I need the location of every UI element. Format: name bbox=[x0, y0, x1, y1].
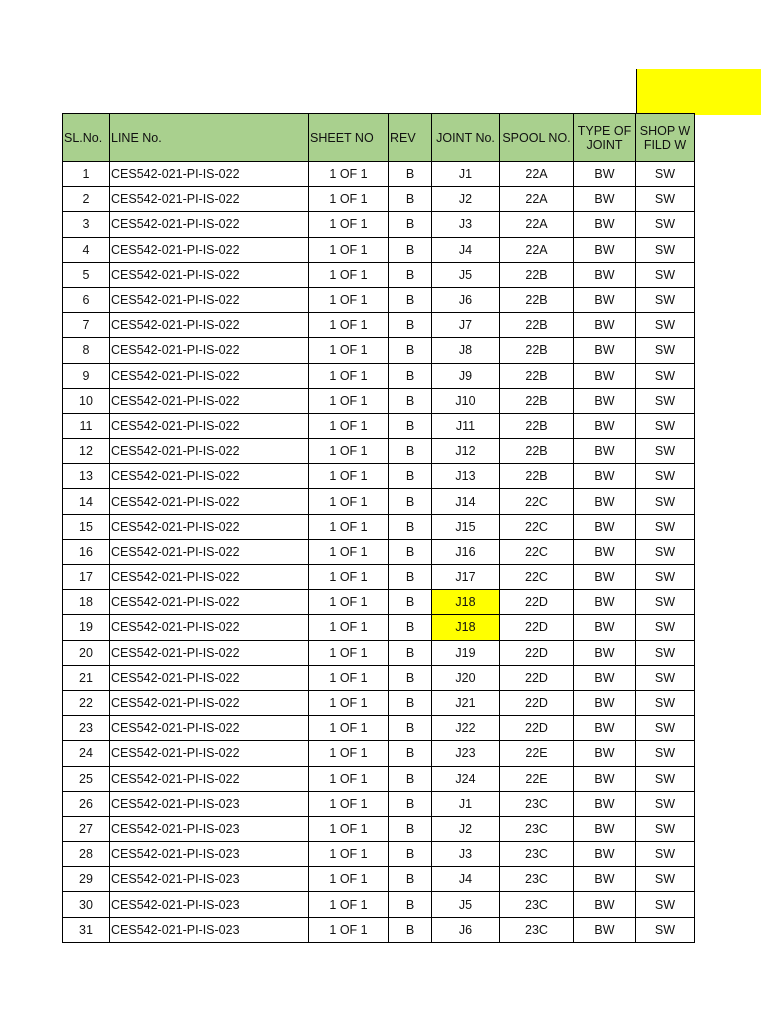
cell-rev[interactable]: B bbox=[389, 162, 432, 187]
cell-joint[interactable]: J18 bbox=[432, 590, 500, 615]
cell-shop[interactable]: SW bbox=[636, 690, 695, 715]
cell-rev[interactable]: B bbox=[389, 439, 432, 464]
cell-shop[interactable]: SW bbox=[636, 413, 695, 438]
cell-joint[interactable]: J12 bbox=[432, 439, 500, 464]
cell-rev[interactable]: B bbox=[389, 690, 432, 715]
cell-rev[interactable]: B bbox=[389, 262, 432, 287]
cell-spool[interactable]: 22A bbox=[500, 212, 574, 237]
cell-shop[interactable]: SW bbox=[636, 212, 695, 237]
cell-sl[interactable]: 7 bbox=[63, 313, 110, 338]
cell-joint[interactable]: J1 bbox=[432, 162, 500, 187]
cell-sheet[interactable]: 1 OF 1 bbox=[309, 212, 389, 237]
cell-sl[interactable]: 23 bbox=[63, 716, 110, 741]
cell-joint[interactable]: J14 bbox=[432, 489, 500, 514]
cell-sl[interactable]: 13 bbox=[63, 464, 110, 489]
cell-rev[interactable]: B bbox=[389, 237, 432, 262]
cell-rev[interactable]: B bbox=[389, 212, 432, 237]
cell-type[interactable]: BW bbox=[574, 892, 636, 917]
cell-type[interactable]: BW bbox=[574, 338, 636, 363]
cell-sl[interactable]: 3 bbox=[63, 212, 110, 237]
cell-sheet[interactable]: 1 OF 1 bbox=[309, 363, 389, 388]
cell-line[interactable]: CES542-021-PI-IS-022 bbox=[110, 187, 309, 212]
cell-sl[interactable]: 26 bbox=[63, 791, 110, 816]
cell-spool[interactable]: 22B bbox=[500, 413, 574, 438]
cell-sheet[interactable]: 1 OF 1 bbox=[309, 162, 389, 187]
table-row bbox=[63, 212, 695, 237]
cell-sheet[interactable]: 1 OF 1 bbox=[309, 615, 389, 640]
cell-sl[interactable]: 19 bbox=[63, 615, 110, 640]
table-row bbox=[63, 313, 695, 338]
cell-spool[interactable]: 23C bbox=[500, 917, 574, 942]
cell-sl[interactable]: 4 bbox=[63, 237, 110, 262]
cell-rev[interactable]: B bbox=[389, 640, 432, 665]
cell-line[interactable]: CES542-021-PI-IS-022 bbox=[110, 388, 309, 413]
cell-rev[interactable]: B bbox=[389, 338, 432, 363]
cell-spool[interactable]: 22A bbox=[500, 187, 574, 212]
cell-sheet[interactable]: 1 OF 1 bbox=[309, 262, 389, 287]
cell-shop[interactable]: SW bbox=[636, 514, 695, 539]
table-row bbox=[63, 842, 695, 867]
cell-line[interactable]: CES542-021-PI-IS-022 bbox=[110, 439, 309, 464]
cell-joint[interactable]: J2 bbox=[432, 816, 500, 841]
cell-shop[interactable]: SW bbox=[636, 237, 695, 262]
cell-spool[interactable]: 22A bbox=[500, 237, 574, 262]
cell-shop[interactable]: SW bbox=[636, 665, 695, 690]
cell-shop[interactable]: SW bbox=[636, 615, 695, 640]
cell-shop[interactable]: SW bbox=[636, 313, 695, 338]
cell-shop[interactable]: SW bbox=[636, 590, 695, 615]
cell-type[interactable]: BW bbox=[574, 766, 636, 791]
col-header-spool[interactable]: SPOOL NO. bbox=[500, 114, 574, 162]
cell-rev[interactable]: B bbox=[389, 867, 432, 892]
cell-line[interactable]: CES542-021-PI-IS-023 bbox=[110, 816, 309, 841]
cell-spool[interactable]: 22C bbox=[500, 565, 574, 590]
cell-shop[interactable]: SW bbox=[636, 439, 695, 464]
cell-sheet[interactable]: 1 OF 1 bbox=[309, 791, 389, 816]
cell-shop[interactable]: SW bbox=[636, 766, 695, 791]
cell-sheet[interactable]: 1 OF 1 bbox=[309, 716, 389, 741]
cell-sl[interactable]: 20 bbox=[63, 640, 110, 665]
cell-type[interactable]: BW bbox=[574, 816, 636, 841]
cell-sheet[interactable]: 1 OF 1 bbox=[309, 665, 389, 690]
cell-shop[interactable]: SW bbox=[636, 791, 695, 816]
cell-sl[interactable]: 15 bbox=[63, 514, 110, 539]
cell-line[interactable]: CES542-021-PI-IS-022 bbox=[110, 489, 309, 514]
table-row bbox=[63, 640, 695, 665]
cell-line[interactable]: CES542-021-PI-IS-022 bbox=[110, 363, 309, 388]
cell-sheet[interactable]: 1 OF 1 bbox=[309, 539, 389, 564]
cell-spool[interactable]: 22B bbox=[500, 388, 574, 413]
cell-spool[interactable]: 22A bbox=[500, 162, 574, 187]
cell-joint[interactable]: J1 bbox=[432, 791, 500, 816]
cell-joint[interactable]: J3 bbox=[432, 212, 500, 237]
cell-rev[interactable]: B bbox=[389, 917, 432, 942]
cell-line[interactable]: CES542-021-PI-IS-022 bbox=[110, 766, 309, 791]
cell-joint[interactable]: J4 bbox=[432, 237, 500, 262]
cell-joint[interactable]: J6 bbox=[432, 287, 500, 312]
cell-sl[interactable]: 27 bbox=[63, 816, 110, 841]
cell-rev[interactable]: B bbox=[389, 413, 432, 438]
cell-sl[interactable]: 22 bbox=[63, 690, 110, 715]
table-row bbox=[63, 917, 695, 942]
cell-joint[interactable]: J19 bbox=[432, 640, 500, 665]
cell-joint[interactable]: J13 bbox=[432, 464, 500, 489]
cell-joint[interactable]: J23 bbox=[432, 741, 500, 766]
cell-spool[interactable]: 22E bbox=[500, 766, 574, 791]
cell-type[interactable]: BW bbox=[574, 313, 636, 338]
table-row bbox=[63, 867, 695, 892]
cell-joint[interactable]: J6 bbox=[432, 917, 500, 942]
cell-sl[interactable]: 11 bbox=[63, 413, 110, 438]
table-row bbox=[63, 237, 695, 262]
cell-type[interactable]: BW bbox=[574, 212, 636, 237]
cell-sheet[interactable]: 1 OF 1 bbox=[309, 842, 389, 867]
cell-type[interactable]: BW bbox=[574, 187, 636, 212]
cell-sheet[interactable]: 1 OF 1 bbox=[309, 892, 389, 917]
cell-shop[interactable]: SW bbox=[636, 287, 695, 312]
cell-shop[interactable]: SW bbox=[636, 716, 695, 741]
cell-joint[interactable]: J15 bbox=[432, 514, 500, 539]
cell-joint[interactable]: J24 bbox=[432, 766, 500, 791]
cell-shop[interactable]: SW bbox=[636, 640, 695, 665]
cell-sheet[interactable]: 1 OF 1 bbox=[309, 489, 389, 514]
col-header-sl[interactable]: SL.No. bbox=[63, 114, 110, 162]
cell-rev[interactable]: B bbox=[389, 816, 432, 841]
cell-rev[interactable]: B bbox=[389, 388, 432, 413]
cell-sheet[interactable]: 1 OF 1 bbox=[309, 439, 389, 464]
cell-joint[interactable]: J17 bbox=[432, 565, 500, 590]
cell-rev[interactable]: B bbox=[389, 716, 432, 741]
cell-shop[interactable]: SW bbox=[636, 539, 695, 564]
table-row bbox=[63, 741, 695, 766]
cell-sheet[interactable]: 1 OF 1 bbox=[309, 867, 389, 892]
cell-sheet[interactable]: 1 OF 1 bbox=[309, 690, 389, 715]
cell-rev[interactable]: B bbox=[389, 489, 432, 514]
table-row bbox=[63, 388, 695, 413]
table-row bbox=[63, 615, 695, 640]
cell-joint[interactable]: J16 bbox=[432, 539, 500, 564]
cell-sheet[interactable]: 1 OF 1 bbox=[309, 313, 389, 338]
cell-spool[interactable]: 22D bbox=[500, 665, 574, 690]
table-row bbox=[63, 187, 695, 212]
cell-spool[interactable]: 22C bbox=[500, 539, 574, 564]
cell-sheet[interactable]: 1 OF 1 bbox=[309, 766, 389, 791]
cell-line[interactable]: CES542-021-PI-IS-023 bbox=[110, 892, 309, 917]
cell-joint[interactable]: J2 bbox=[432, 187, 500, 212]
cell-shop[interactable]: SW bbox=[636, 842, 695, 867]
cell-rev[interactable]: B bbox=[389, 464, 432, 489]
cell-shop[interactable]: SW bbox=[636, 388, 695, 413]
cell-sl[interactable]: 30 bbox=[63, 892, 110, 917]
cell-line[interactable]: CES542-021-PI-IS-022 bbox=[110, 590, 309, 615]
cell-line[interactable]: CES542-021-PI-IS-022 bbox=[110, 313, 309, 338]
cell-sheet[interactable]: 1 OF 1 bbox=[309, 187, 389, 212]
cell-spool[interactable]: 22B bbox=[500, 464, 574, 489]
cell-sl[interactable]: 5 bbox=[63, 262, 110, 287]
cell-type[interactable]: BW bbox=[574, 489, 636, 514]
cell-spool[interactable]: 22C bbox=[500, 489, 574, 514]
cell-rev[interactable]: B bbox=[389, 287, 432, 312]
cell-shop[interactable]: SW bbox=[636, 262, 695, 287]
cell-shop[interactable]: SW bbox=[636, 892, 695, 917]
cell-shop[interactable]: SW bbox=[636, 489, 695, 514]
table-row bbox=[63, 262, 695, 287]
cell-sl[interactable]: 17 bbox=[63, 565, 110, 590]
table-row bbox=[63, 464, 695, 489]
cell-sl[interactable]: 18 bbox=[63, 590, 110, 615]
cell-sl[interactable]: 31 bbox=[63, 917, 110, 942]
cell-shop[interactable]: SW bbox=[636, 565, 695, 590]
table-row bbox=[63, 690, 695, 715]
cell-rev[interactable]: B bbox=[389, 313, 432, 338]
col-header-line[interactable]: LINE No. bbox=[110, 114, 309, 162]
col-header-type-line2: JOINT bbox=[586, 137, 623, 152]
cell-line[interactable]: CES542-021-PI-IS-023 bbox=[110, 867, 309, 892]
cell-sl[interactable]: 10 bbox=[63, 388, 110, 413]
cell-joint[interactable]: J5 bbox=[432, 262, 500, 287]
col-header-shop[interactable] bbox=[636, 114, 695, 162]
cell-sl[interactable]: 24 bbox=[63, 741, 110, 766]
cell-rev[interactable]: B bbox=[389, 565, 432, 590]
col-header-rev[interactable]: REV bbox=[389, 114, 432, 162]
cell-spool[interactable]: 22D bbox=[500, 716, 574, 741]
cell-shop[interactable]: SW bbox=[636, 338, 695, 363]
table-row bbox=[63, 363, 695, 388]
cell-line[interactable]: CES542-021-PI-IS-022 bbox=[110, 741, 309, 766]
cell-joint[interactable]: J20 bbox=[432, 665, 500, 690]
cell-rev[interactable]: B bbox=[389, 892, 432, 917]
cell-joint[interactable]: J9 bbox=[432, 363, 500, 388]
cell-spool[interactable]: 22D bbox=[500, 590, 574, 615]
cell-type[interactable]: BW bbox=[574, 539, 636, 564]
cell-sheet[interactable]: 1 OF 1 bbox=[309, 816, 389, 841]
cell-rev[interactable]: B bbox=[389, 514, 432, 539]
cell-joint[interactable]: J3 bbox=[432, 842, 500, 867]
table-row bbox=[63, 439, 695, 464]
cell-type[interactable]: BW bbox=[574, 665, 636, 690]
cell-type[interactable]: BW bbox=[574, 388, 636, 413]
cell-rev[interactable]: B bbox=[389, 615, 432, 640]
cell-shop[interactable]: SW bbox=[636, 162, 695, 187]
cell-rev[interactable]: B bbox=[389, 766, 432, 791]
cell-spool[interactable]: 22B bbox=[500, 262, 574, 287]
cell-spool[interactable]: 23C bbox=[500, 816, 574, 841]
cell-type[interactable]: BW bbox=[574, 917, 636, 942]
weld-joint-table bbox=[62, 113, 695, 943]
col-header-type-line1: TYPE OF bbox=[577, 123, 632, 138]
cell-type[interactable]: BW bbox=[574, 690, 636, 715]
cell-line[interactable]: CES542-021-PI-IS-022 bbox=[110, 615, 309, 640]
cell-line[interactable]: CES542-021-PI-IS-022 bbox=[110, 565, 309, 590]
cell-line[interactable]: CES542-021-PI-IS-022 bbox=[110, 212, 309, 237]
cell-sl[interactable]: 9 bbox=[63, 363, 110, 388]
table-row bbox=[63, 489, 695, 514]
cell-sheet[interactable]: 1 OF 1 bbox=[309, 514, 389, 539]
cell-sl[interactable]: 25 bbox=[63, 766, 110, 791]
cell-sl[interactable]: 8 bbox=[63, 338, 110, 363]
cell-line[interactable]: CES542-021-PI-IS-022 bbox=[110, 162, 309, 187]
table-row bbox=[63, 413, 695, 438]
cell-sl[interactable]: 29 bbox=[63, 867, 110, 892]
table-row bbox=[63, 287, 695, 312]
table-row bbox=[63, 539, 695, 564]
col-header-sheet[interactable]: SHEET NO bbox=[309, 114, 389, 162]
cell-line[interactable]: CES542-021-PI-IS-023 bbox=[110, 791, 309, 816]
cell-spool[interactable]: 22D bbox=[500, 615, 574, 640]
cell-shop[interactable]: SW bbox=[636, 867, 695, 892]
cell-joint[interactable]: J8 bbox=[432, 338, 500, 363]
col-header-joint[interactable]: JOINT No. bbox=[432, 114, 500, 162]
cell-type[interactable]: BW bbox=[574, 590, 636, 615]
table-row bbox=[63, 338, 695, 363]
table-row bbox=[63, 816, 695, 841]
cell-sl[interactable]: 28 bbox=[63, 842, 110, 867]
cell-rev[interactable]: B bbox=[389, 539, 432, 564]
cell-rev[interactable]: B bbox=[389, 791, 432, 816]
cell-type[interactable]: BW bbox=[574, 162, 636, 187]
cell-joint[interactable]: J4 bbox=[432, 867, 500, 892]
cell-line[interactable]: CES542-021-PI-IS-022 bbox=[110, 287, 309, 312]
cell-sheet[interactable]: 1 OF 1 bbox=[309, 287, 389, 312]
cell-sl[interactable]: 16 bbox=[63, 539, 110, 564]
cell-rev[interactable]: B bbox=[389, 665, 432, 690]
col-header-type[interactable] bbox=[574, 114, 636, 162]
header-row bbox=[63, 114, 695, 162]
table-row bbox=[63, 892, 695, 917]
cell-type[interactable]: BW bbox=[574, 867, 636, 892]
cell-shop[interactable]: SW bbox=[636, 363, 695, 388]
cell-shop[interactable]: SW bbox=[636, 917, 695, 942]
cell-spool[interactable]: 23C bbox=[500, 867, 574, 892]
table-row bbox=[63, 590, 695, 615]
cell-sheet[interactable]: 1 OF 1 bbox=[309, 413, 389, 438]
cell-type[interactable]: BW bbox=[574, 514, 636, 539]
cell-type[interactable]: BW bbox=[574, 237, 636, 262]
cell-spool[interactable]: 22B bbox=[500, 338, 574, 363]
cell-type[interactable]: BW bbox=[574, 363, 636, 388]
cell-joint[interactable]: J11 bbox=[432, 413, 500, 438]
table-row bbox=[63, 716, 695, 741]
cell-spool[interactable]: 23C bbox=[500, 791, 574, 816]
cell-sheet[interactable]: 1 OF 1 bbox=[309, 338, 389, 363]
table-row bbox=[63, 791, 695, 816]
highlighted-cell-block bbox=[636, 69, 761, 115]
cell-rev[interactable]: B bbox=[389, 187, 432, 212]
cell-joint[interactable]: J7 bbox=[432, 313, 500, 338]
cell-joint[interactable]: J21 bbox=[432, 690, 500, 715]
cell-sheet[interactable]: 1 OF 1 bbox=[309, 565, 389, 590]
cell-type[interactable]: BW bbox=[574, 565, 636, 590]
cell-spool[interactable]: 22B bbox=[500, 287, 574, 312]
table-row bbox=[63, 565, 695, 590]
cell-sl[interactable]: 14 bbox=[63, 489, 110, 514]
cell-line[interactable]: CES542-021-PI-IS-022 bbox=[110, 690, 309, 715]
cell-type[interactable]: BW bbox=[574, 716, 636, 741]
cell-spool[interactable]: 22E bbox=[500, 741, 574, 766]
table-row bbox=[63, 514, 695, 539]
cell-line[interactable]: CES542-021-PI-IS-022 bbox=[110, 464, 309, 489]
col-header-shop-line1: SHOP W bbox=[639, 123, 691, 138]
cell-joint[interactable]: J18 bbox=[432, 615, 500, 640]
cell-spool[interactable]: 23C bbox=[500, 892, 574, 917]
cell-line[interactable]: CES542-021-PI-IS-022 bbox=[110, 539, 309, 564]
cell-type[interactable]: BW bbox=[574, 615, 636, 640]
cell-type[interactable]: BW bbox=[574, 741, 636, 766]
cell-spool[interactable]: 22B bbox=[500, 363, 574, 388]
cell-type[interactable]: BW bbox=[574, 287, 636, 312]
cell-line[interactable]: CES542-021-PI-IS-023 bbox=[110, 842, 309, 867]
cell-joint[interactable]: J5 bbox=[432, 892, 500, 917]
cell-border bbox=[636, 69, 637, 115]
cell-type[interactable]: BW bbox=[574, 640, 636, 665]
cell-sheet[interactable]: 1 OF 1 bbox=[309, 237, 389, 262]
cell-type[interactable]: BW bbox=[574, 262, 636, 287]
cell-type[interactable]: BW bbox=[574, 791, 636, 816]
cell-joint[interactable]: J22 bbox=[432, 716, 500, 741]
cell-sheet[interactable]: 1 OF 1 bbox=[309, 464, 389, 489]
cell-rev[interactable]: B bbox=[389, 842, 432, 867]
cell-sl[interactable]: 2 bbox=[63, 187, 110, 212]
cell-line[interactable]: CES542-021-PI-IS-022 bbox=[110, 514, 309, 539]
table-row bbox=[63, 665, 695, 690]
cell-type[interactable]: BW bbox=[574, 842, 636, 867]
cell-line[interactable]: CES542-021-PI-IS-022 bbox=[110, 338, 309, 363]
cell-line[interactable]: CES542-021-PI-IS-022 bbox=[110, 237, 309, 262]
cell-spool[interactable]: 22B bbox=[500, 313, 574, 338]
cell-sheet[interactable]: 1 OF 1 bbox=[309, 917, 389, 942]
cell-line[interactable]: CES542-021-PI-IS-022 bbox=[110, 262, 309, 287]
cell-spool[interactable]: 22B bbox=[500, 439, 574, 464]
cell-sl[interactable]: 21 bbox=[63, 665, 110, 690]
cell-shop[interactable]: SW bbox=[636, 816, 695, 841]
cell-shop[interactable]: SW bbox=[636, 741, 695, 766]
cell-sl[interactable]: 6 bbox=[63, 287, 110, 312]
col-header-shop-line2: FILD W bbox=[643, 137, 687, 152]
cell-shop[interactable]: SW bbox=[636, 464, 695, 489]
cell-sheet[interactable]: 1 OF 1 bbox=[309, 388, 389, 413]
cell-line[interactable]: CES542-021-PI-IS-023 bbox=[110, 917, 309, 942]
cell-line[interactable]: CES542-021-PI-IS-022 bbox=[110, 413, 309, 438]
cell-type[interactable]: BW bbox=[574, 439, 636, 464]
cell-sheet[interactable]: 1 OF 1 bbox=[309, 741, 389, 766]
cell-rev[interactable]: B bbox=[389, 741, 432, 766]
cell-sl[interactable]: 1 bbox=[63, 162, 110, 187]
cell-type[interactable]: BW bbox=[574, 464, 636, 489]
cell-rev[interactable]: B bbox=[389, 363, 432, 388]
cell-line[interactable]: CES542-021-PI-IS-022 bbox=[110, 665, 309, 690]
cell-line[interactable]: CES542-021-PI-IS-022 bbox=[110, 716, 309, 741]
table-row bbox=[63, 766, 695, 791]
cell-sheet[interactable]: 1 OF 1 bbox=[309, 590, 389, 615]
cell-shop[interactable]: SW bbox=[636, 187, 695, 212]
cell-spool[interactable]: 23C bbox=[500, 842, 574, 867]
cell-rev[interactable]: B bbox=[389, 590, 432, 615]
cell-spool[interactable]: 22D bbox=[500, 690, 574, 715]
cell-type[interactable]: BW bbox=[574, 413, 636, 438]
cell-sl[interactable]: 12 bbox=[63, 439, 110, 464]
table-row bbox=[63, 162, 695, 187]
cell-spool[interactable]: 22D bbox=[500, 640, 574, 665]
cell-line[interactable]: CES542-021-PI-IS-022 bbox=[110, 640, 309, 665]
cell-spool[interactable]: 22C bbox=[500, 514, 574, 539]
cell-sheet[interactable]: 1 OF 1 bbox=[309, 640, 389, 665]
cell-joint[interactable]: J10 bbox=[432, 388, 500, 413]
